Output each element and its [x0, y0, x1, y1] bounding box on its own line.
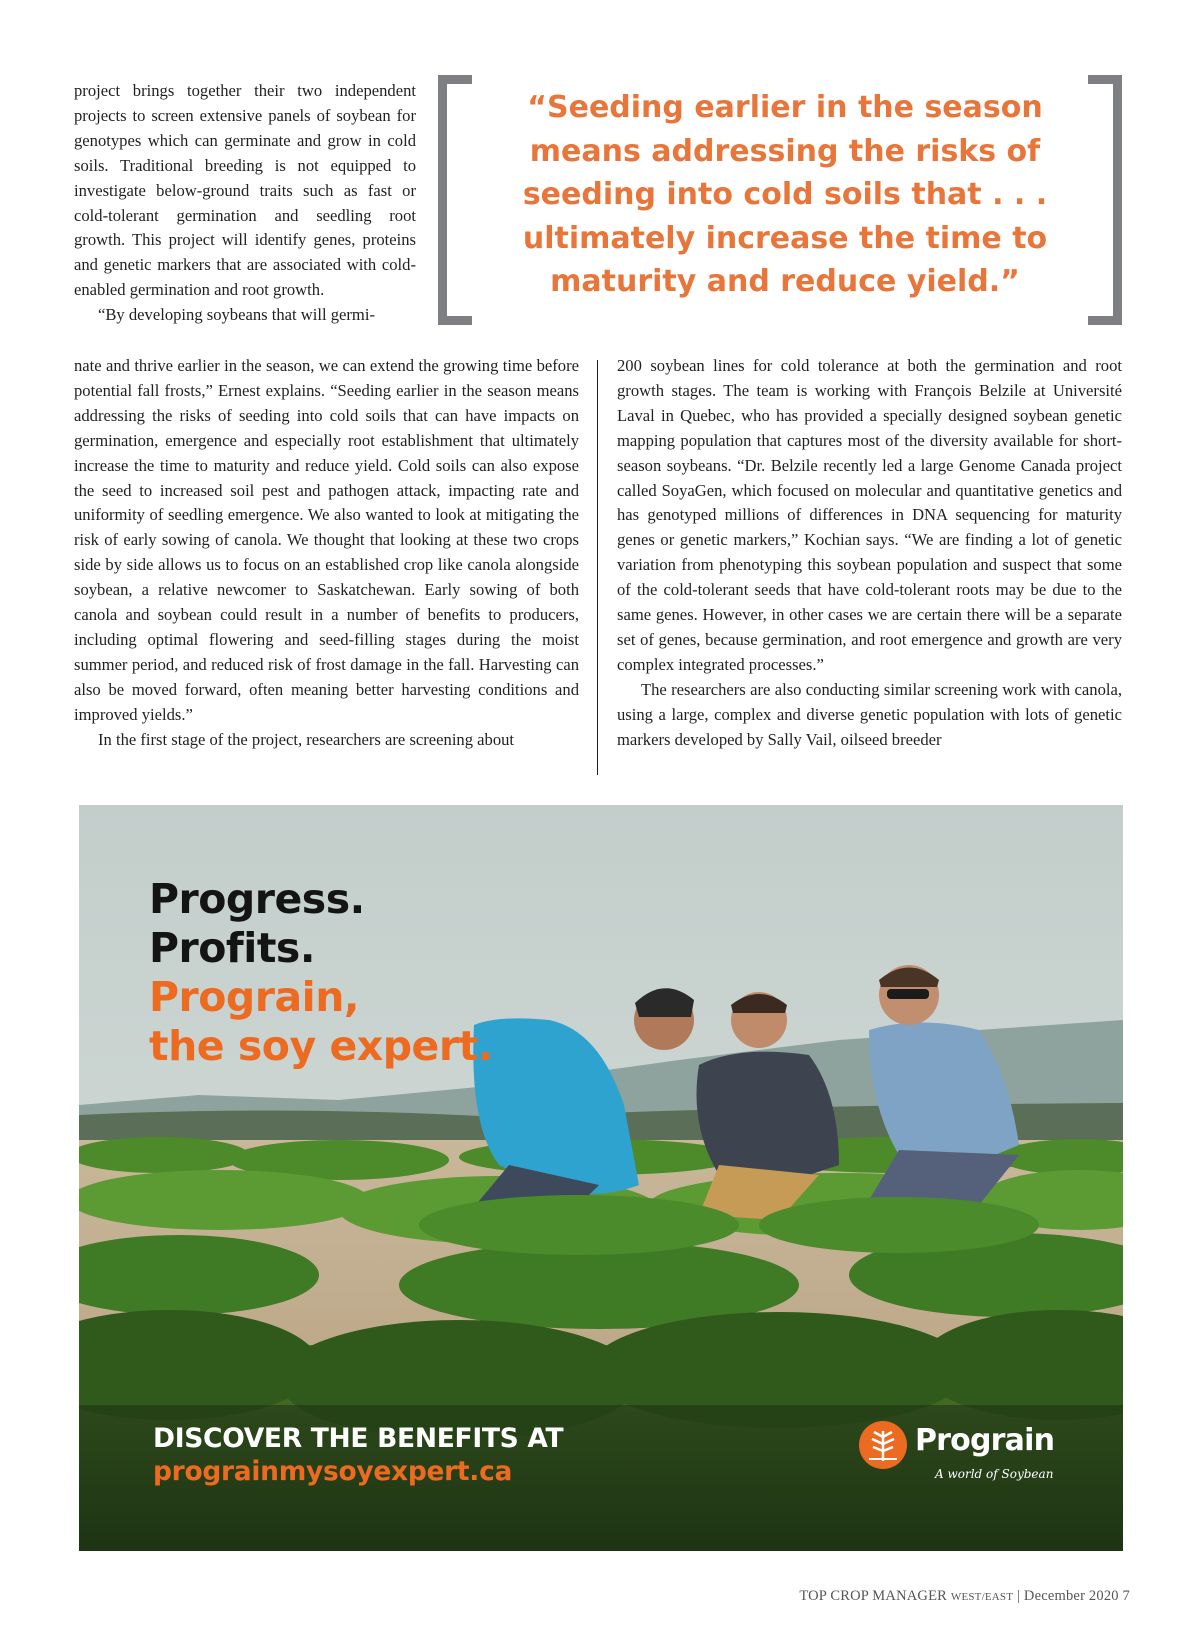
issue-date: December 2020 [1023, 1588, 1119, 1604]
article-column-left [74, 354, 579, 753]
prograin-advertisement [79, 805, 1123, 1551]
page-number: 7 [1122, 1588, 1130, 1604]
ad-call-to-action [153, 1422, 563, 1488]
article-paragraph: nate and thrive earlier in the season, we can extend the growing time before potential fall frosts,” Ernest explains. “Seeding earlier in the season means addressing the risks of seeding into cold soils that can have impacts on germination, emergence and especially root establishment that ultimately increase the time to maturity and reduce yield. Cold soils can also expose the seed to increased soil pest and pathogen attack, impacting rate and uniformity of seedling emergence. We also wanted to look at mitigating the risk of early sowing of canola. We thought that looking at these two crops side by side allows us to focus on an established crop like canola alongside soybean, a relative newcomer to Saskatchewan. Early sowing of both canola and soybean could result in a number of benefits to producers, including optimal flowering and seed-filling stages during the moist summer period, and reduced risk of frost damage in the fall. Harvesting can also be moved forward, often meaning better harvesting conditions and improved yields.” [74, 356, 579, 724]
article-paragraph: 200 soybean lines for cold tolerance at both the germination and root growth stages. The team is working with François Belzile at Université Laval in Quebec, who has provided a specially designed soybean genetic mapping population that captures most of the diversity available for short-season soybeans. “Dr. Belzile recently led a large Genome Canada project called SoyaGen, which focused on molecular and quantitative genetics and has genotyped millions of differences in DNA sequencing for maturity genes or genetic markers,” Kochian says. “We are finding a lot of genetic variation from phenotyping this soybean population and suspect that some of the cold-tolerant seeds that have cold-tolerant roots may be due to the same genes. However, in other cases we are certain there will be a separate set of genes, because germination, and root emergence and growth are very complex integrated processes.” [617, 356, 1122, 674]
ad-cta-link[interactable]: prograinmysoyexpert.ca [153, 1456, 513, 1487]
quote-bracket-right [1088, 75, 1122, 325]
ad-headline [149, 875, 493, 1071]
edition-label: WEST/EAST [950, 1591, 1014, 1603]
ad-headline-line: Profits. [149, 924, 315, 972]
ad-headline-line: the soy expert. [149, 1022, 493, 1070]
soybean-logo-icon [859, 1421, 907, 1469]
article-paragraph: In the first stage of the project, researchers are screening about [98, 729, 515, 749]
pull-quote: “Seeding earlier in the season means addressing the risks of seeding into cold soils that . . . ultimately increase the time to maturity and reduce yield.” [522, 90, 1048, 299]
article-column-right [617, 354, 1122, 753]
ad-headline-line: Prograin, [149, 973, 359, 1021]
logo-wordmark: Prograin [915, 1423, 1055, 1458]
page-footer [799, 1588, 1130, 1605]
footer-separator: | [1016, 1588, 1021, 1604]
magazine-name: TOP CROP MANAGER [799, 1588, 948, 1604]
ad-headline-line: Progress. [149, 875, 365, 923]
article-paragraph: project brings together their two independent projects to screen extensive panels of soybean for genotypes which can germinate and grow in cold soils. Traditional breeding is not equipped to investigate below-ground traits such as fast or cold-tolerant germination and seedling root growth. This project will identify genes, proteins and genetic markers that are associated with cold-enabled germination and root growth. [74, 81, 416, 300]
ad-cta-text: DISCOVER THE BENEFITS AT [153, 1423, 564, 1454]
article-paragraph: The researchers are also conducting similar screening work with canola, using a large, complex and diverse genetic population with lots of genetic markers developed by Sally Vail, oilseed breeder [617, 679, 1122, 749]
article-column-top [74, 79, 416, 328]
column-divider [597, 360, 598, 775]
article-paragraph: “By developing soybeans that will germi- [98, 305, 375, 325]
prograin-logo [859, 1417, 1059, 1487]
logo-tagline: A world of Soybean [935, 1467, 1054, 1481]
quote-bracket-left [438, 75, 472, 325]
